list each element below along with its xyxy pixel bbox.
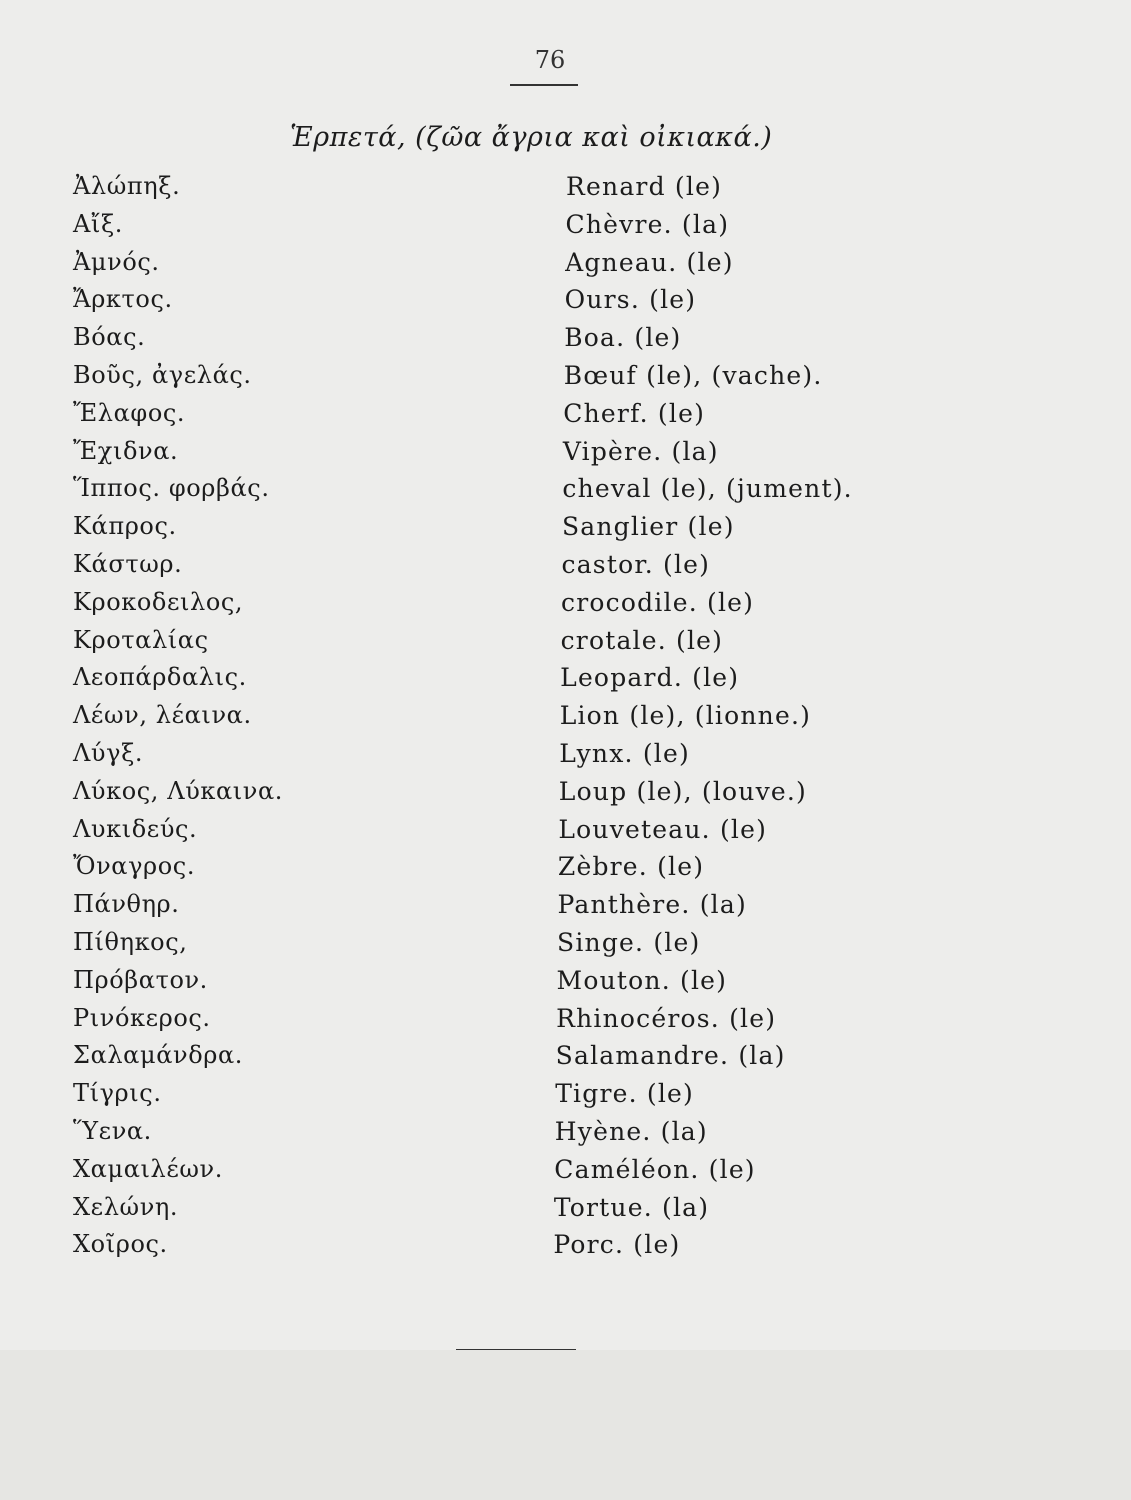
greek-term: Πάνθηρ. (73, 890, 180, 919)
greek-term: Τίγρις. (73, 1079, 162, 1108)
greek-term: Λέων, λέαινα. (73, 701, 252, 730)
french-translation: castor. (le) (561, 550, 711, 579)
page-number: 76 (534, 46, 566, 74)
vocab-row (0, 928, 1131, 966)
vocab-row (0, 1041, 1131, 1079)
greek-term: Ὕενα. (73, 1117, 152, 1145)
vocab-row (0, 663, 1131, 701)
vocab-row (0, 210, 1131, 248)
vocab-row (0, 815, 1131, 853)
greek-term: Χοῖρος. (73, 1230, 168, 1259)
french-translation: Hyène. (la) (554, 1117, 708, 1146)
vocab-row (0, 172, 1131, 210)
greek-term: Χελώνη. (73, 1192, 179, 1221)
page-bottom-area (0, 1350, 1131, 1500)
greek-term: Ἔλαφος. (73, 398, 186, 427)
french-translation: Agneau. (le) (565, 247, 734, 277)
greek-term: Ὄναγρος. (73, 852, 196, 881)
vocab-row (0, 1117, 1131, 1155)
vocab-row (0, 399, 1131, 437)
french-translation: Tortue. (la) (553, 1192, 710, 1222)
french-translation: Singe. (le) (557, 928, 701, 957)
french-translation: Louveteau. (le) (558, 814, 768, 844)
french-translation: Lion (le), (lionne.) (559, 701, 812, 731)
french-translation: Boa. (le) (564, 323, 682, 353)
french-translation: Salamandre. (la) (555, 1041, 786, 1071)
greek-term: Κάπρος. (73, 512, 177, 541)
vocab-row (0, 323, 1131, 361)
greek-term: Κροκοδειλος, (73, 587, 244, 616)
french-translation: Vipère. (la) (562, 436, 719, 466)
french-translation: Rhinocéros. (le) (556, 1003, 777, 1033)
greek-term: Ἀμνός. (73, 247, 160, 276)
greek-term: Βόας. (73, 323, 146, 352)
french-translation: Porc. (le) (553, 1230, 681, 1260)
greek-term: Αἴξ. (73, 209, 123, 238)
french-translation: Bœuf (le), (vache). (563, 361, 823, 390)
french-translation: Zèbre. (le) (557, 852, 705, 882)
vocab-row (0, 1193, 1131, 1231)
greek-term: Σαλαμάνδρα. (73, 1041, 243, 1070)
greek-term: Χαμαιλέων. (73, 1154, 223, 1183)
greek-term: Κάστωρ. (73, 550, 183, 578)
vocab-row (0, 777, 1131, 815)
greek-term: Βοῦς, ἀγελάς. (73, 361, 252, 389)
vocab-row (0, 1079, 1131, 1117)
vocab-row (0, 361, 1131, 399)
section-title: Ἑρπετά, (ζῶα ἄγρια καὶ οἰκιακά.) (290, 122, 773, 153)
greek-term: Λεοπάρδαλις. (73, 663, 247, 692)
french-translation: crotale. (le) (560, 625, 724, 655)
french-translation: crocodile. (le) (561, 587, 755, 617)
greek-term: Πρόβατον. (73, 965, 208, 994)
french-translation: Cherf. (le) (563, 398, 706, 428)
greek-term: Ἔχιδνα. (73, 436, 179, 465)
greek-term: Ἀλώπηξ. (73, 172, 181, 200)
greek-term: Ἄρκτος. (73, 285, 173, 314)
vocab-row (0, 852, 1131, 890)
french-translation: Caméléon. (le) (554, 1154, 756, 1184)
vocab-row (0, 626, 1131, 664)
greek-term: Λυκιδεύς. (73, 814, 198, 843)
vocab-row (0, 474, 1131, 512)
vocab-row (0, 437, 1131, 475)
vocab-row (0, 890, 1131, 928)
page-number-underline (510, 84, 578, 86)
french-translation: Tigre. (le) (555, 1079, 694, 1109)
french-translation: Renard (le) (566, 172, 723, 201)
greek-term: Κροταλίας (73, 625, 209, 654)
vocab-row (0, 1155, 1131, 1193)
vocab-row (0, 550, 1131, 588)
greek-term: Ἵππος. φορβάς. (73, 474, 270, 503)
vocab-row (0, 1004, 1131, 1042)
french-translation: Lynx. (le) (559, 739, 690, 768)
vocab-row (0, 588, 1131, 626)
vocab-row (0, 1230, 1131, 1268)
greek-term: Λύκος, Λύκαινα. (73, 776, 284, 805)
french-translation: Panthère. (la) (557, 890, 747, 920)
french-translation: Loup (le), (louve.) (558, 776, 808, 806)
french-translation: Leopard. (le) (560, 663, 740, 693)
french-translation: Chèvre. (la) (565, 209, 730, 239)
greek-term: Ρινόκερος. (73, 1003, 211, 1032)
french-translation: Mouton. (le) (556, 965, 728, 995)
vocab-row (0, 701, 1131, 739)
french-translation: cheval (le), (jument). (562, 474, 853, 504)
vocab-row (0, 285, 1131, 323)
vocab-row (0, 739, 1131, 777)
greek-term: Λύγξ. (73, 739, 144, 767)
french-translation: Sanglier (le) (561, 512, 735, 542)
french-translation: Ours. (le) (564, 285, 697, 315)
vocab-row (0, 248, 1131, 286)
vocab-row (0, 966, 1131, 1004)
vocab-row (0, 512, 1131, 550)
greek-term: Πίθηκος, (73, 928, 188, 956)
